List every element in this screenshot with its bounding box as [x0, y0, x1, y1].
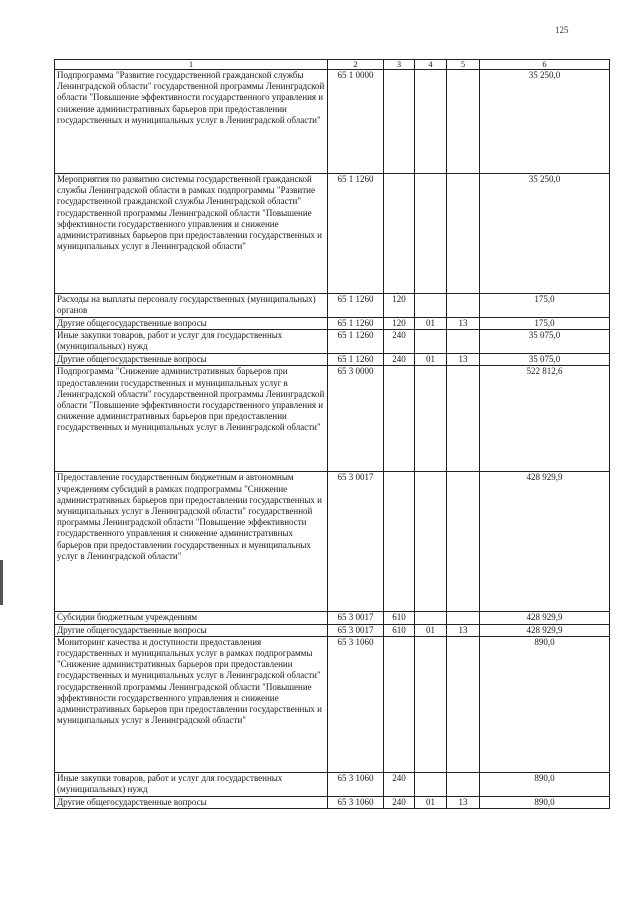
row-col3: 240 [384, 330, 415, 354]
row-name: Другие общегосударственные вопросы [55, 624, 328, 636]
row-col5: 13 [447, 318, 480, 330]
row-code: 65 1 1260 [328, 318, 384, 330]
row-name: Подпрограмма "Снижение административных барьеров при предоставлении государственных и муниципальных услуг в Ленинградской области" государственной программы Ленинградской области "Повышение эффективности государственного управления и снижение административных барьеров при предоставлении государственных и муниципальных услуг в Ленинградской области" [55, 366, 328, 472]
row-col3 [384, 70, 415, 174]
table-row [55, 636, 610, 772]
table-row [55, 318, 610, 330]
row-col3: 240 [384, 796, 415, 808]
row-col4: 01 [415, 796, 447, 808]
row-name: Расходы на выплаты персоналу государственных (муниципальных) органов [55, 294, 328, 318]
header-cell: 4 [415, 60, 447, 70]
row-sum: 890,0 [480, 772, 610, 796]
row-sum: 522 812,6 [480, 366, 610, 472]
header-cell: 2 [328, 60, 384, 70]
row-sum: 428 929,9 [480, 612, 610, 624]
table-row [55, 354, 610, 366]
row-sum: 35 250,0 [480, 174, 610, 294]
row-sum: 175,0 [480, 318, 610, 330]
row-name: Мониторинг качества и доступности предоставления государственных и муниципальных услуг в рамках подпрограммы "Снижение административных барьеров при предоставлении государственных и муниципальных услуг в Ленинградской области" государственной программы Ленинградской области "Повышение эффективности государственного управления и снижение административных барьеров при предоставлении государственных и муниципальных услуг в Ленинградской области" [55, 636, 328, 772]
row-col4 [415, 772, 447, 796]
table-row [55, 366, 610, 472]
row-col4 [415, 70, 447, 174]
header-cell: 6 [480, 60, 610, 70]
row-col4 [415, 174, 447, 294]
table-row [55, 294, 610, 318]
row-col3: 610 [384, 612, 415, 624]
row-col5 [447, 174, 480, 294]
row-sum: 890,0 [480, 636, 610, 772]
row-sum: 35 250,0 [480, 70, 610, 174]
table-row [55, 70, 610, 174]
row-col3 [384, 636, 415, 772]
row-code: 65 3 1060 [328, 772, 384, 796]
row-code: 65 1 1260 [328, 294, 384, 318]
row-col5 [447, 294, 480, 318]
row-col4 [415, 472, 447, 612]
row-col4 [415, 612, 447, 624]
row-name: Другие общегосударственные вопросы [55, 796, 328, 808]
row-col4 [415, 294, 447, 318]
table-row [55, 472, 610, 612]
row-code: 65 1 1260 [328, 174, 384, 294]
row-col3: 240 [384, 772, 415, 796]
row-col5 [447, 366, 480, 472]
row-name: Подпрограмма "Развитие государственной гражданской службы Ленинградской области" государственной программы Ленинградской области "Повышение эффективности государственного управления и снижение административных барьеров при предоставлении государственных и муниципальных услуг в Ленинградской области" [55, 70, 328, 174]
row-name: Субсидии бюджетным учреждениям [55, 612, 328, 624]
budget-table [54, 59, 610, 809]
row-sum: 35 075,0 [480, 354, 610, 366]
row-col5: 13 [447, 354, 480, 366]
row-col5: 13 [447, 796, 480, 808]
row-col3: 240 [384, 354, 415, 366]
row-name: Другие общегосударственные вопросы [55, 318, 328, 330]
row-name: Предоставление государственным бюджетным и автономным учреждениям субсидий в рамках подпрограммы "Снижение административных барьеров при предоставлении государственных и муниципальных услуг в Ленинградской области" государственной программы Ленинградской области "Повышение эффективности государственного управления и снижение административных барьеров при предоставлении государственных и муниципальных услуг в Ленинградской области" [55, 472, 328, 612]
row-name: Иные закупки товаров, работ и услуг для государственных (муниципальных) нужд [55, 330, 328, 354]
row-code: 65 3 0017 [328, 472, 384, 612]
row-sum: 428 929,9 [480, 472, 610, 612]
row-code: 65 3 0000 [328, 366, 384, 472]
page-number: 125 [555, 25, 569, 35]
row-code: 65 1 1260 [328, 330, 384, 354]
row-sum: 890,0 [480, 796, 610, 808]
header-cell: 5 [447, 60, 480, 70]
row-col4: 01 [415, 354, 447, 366]
row-name: Другие общегосударственные вопросы [55, 354, 328, 366]
table-row [55, 612, 610, 624]
row-col4 [415, 330, 447, 354]
scan-edge-mark [0, 560, 3, 605]
row-col3: 120 [384, 318, 415, 330]
row-col4 [415, 636, 447, 772]
row-sum: 428 929,9 [480, 624, 610, 636]
header-cell: 3 [384, 60, 415, 70]
row-name: Иные закупки товаров, работ и услуг для государственных (муниципальных) нужд [55, 772, 328, 796]
table-row [55, 330, 610, 354]
row-sum: 35 075,0 [480, 330, 610, 354]
table-row [55, 796, 610, 808]
table-row [55, 772, 610, 796]
table-row [55, 174, 610, 294]
row-col5 [447, 472, 480, 612]
row-sum: 175,0 [480, 294, 610, 318]
row-col5 [447, 70, 480, 174]
row-code: 65 3 1060 [328, 636, 384, 772]
row-col4 [415, 366, 447, 472]
row-code: 65 3 1060 [328, 796, 384, 808]
row-code: 65 1 1260 [328, 354, 384, 366]
row-col5 [447, 636, 480, 772]
table-header-row [55, 60, 610, 70]
row-col4: 01 [415, 318, 447, 330]
row-col3: 610 [384, 624, 415, 636]
row-code: 65 3 0017 [328, 612, 384, 624]
row-col5 [447, 612, 480, 624]
row-col4: 01 [415, 624, 447, 636]
table-row [55, 624, 610, 636]
row-code: 65 1 0000 [328, 70, 384, 174]
row-col5 [447, 330, 480, 354]
row-col5: 13 [447, 624, 480, 636]
row-col3 [384, 174, 415, 294]
row-col3 [384, 472, 415, 612]
row-code: 65 3 0017 [328, 624, 384, 636]
header-cell: 1 [55, 60, 328, 70]
row-col5 [447, 772, 480, 796]
row-col3 [384, 366, 415, 472]
row-name: Мероприятия по развитию системы государственной гражданской службы Ленинградской области в рамках подпрограммы "Развитие государственной гражданской службы Ленинградской области" государственной программы Ленинградской области "Повышение эффективности государственного управления и снижение административных барьеров при предоставлении государственных и муниципальных услуг в Ленинградской области" [55, 174, 328, 294]
row-col3: 120 [384, 294, 415, 318]
